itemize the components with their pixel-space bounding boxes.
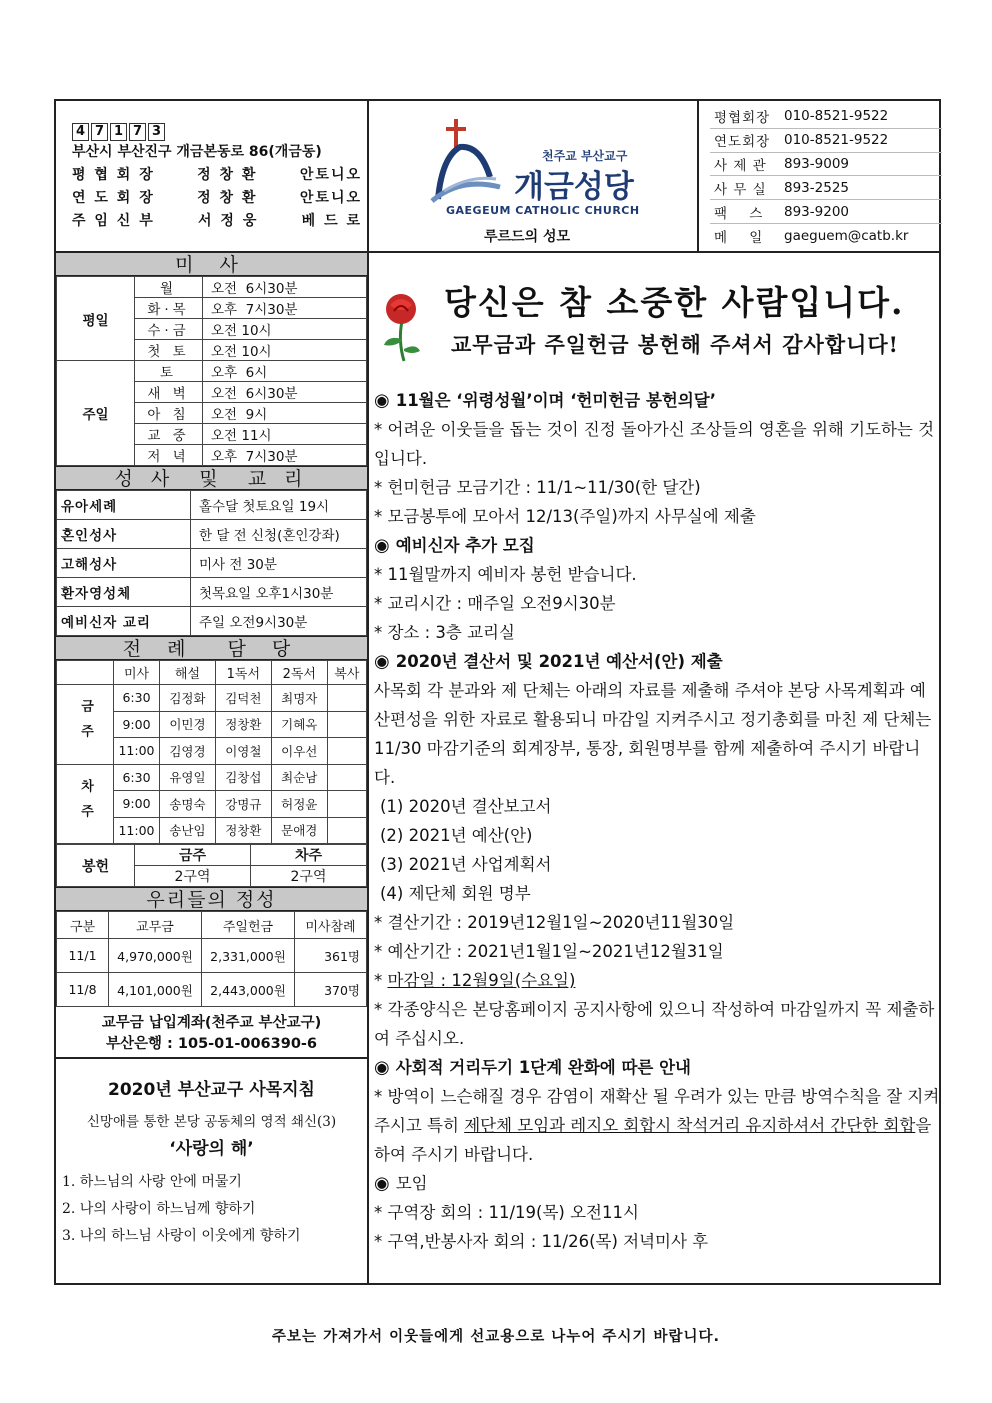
cell: 4,970,000원	[109, 939, 202, 973]
notice-line: * 구역장 회의 : 11/19(목) 오전11시	[374, 1203, 639, 1222]
mass-time: 오후 6시	[203, 361, 367, 382]
cell: 이민경	[160, 711, 216, 738]
notice-bullet: *	[374, 971, 388, 990]
zip-digit: 7	[129, 123, 146, 141]
mass-section-title: 미 사	[56, 252, 367, 276]
mass-time: 오전 6시30분	[203, 382, 367, 403]
rose-icon	[376, 291, 426, 363]
mass-day: 월	[135, 277, 203, 298]
notice-paragraph	[374, 1082, 940, 1169]
notice-line	[374, 966, 940, 995]
cell	[327, 791, 366, 818]
contact-value: 893-9200	[784, 203, 849, 220]
mass-time: 오후 7시30분	[203, 445, 367, 466]
notice-title: 당신은 참 소중한 사람입니다.	[444, 283, 905, 322]
cell	[327, 817, 366, 844]
notice-text: 을 하여 주시기 바랍니다.	[374, 1116, 932, 1164]
contact-row	[710, 224, 942, 248]
role-title: 평 협 회 장	[72, 167, 155, 183]
sacrament-time: 한 달 전 신청(혼인강좌)	[191, 520, 367, 549]
cell: 송명숙	[160, 791, 216, 818]
table-row	[57, 973, 367, 1007]
notice-subtitle: 교무금과 주일헌금 봉헌해 주셔서 감사합니다!	[451, 332, 899, 357]
notice-line: * 11월말까지 예비자 봉헌 받습니다.	[374, 565, 637, 584]
cell: 정창환	[215, 711, 271, 738]
zip-digit: 7	[91, 123, 108, 141]
contact-row	[710, 200, 942, 224]
sacrament-table	[56, 490, 367, 636]
notice-line: * 장소 : 3층 교리실	[374, 623, 515, 642]
left-column	[56, 252, 367, 1250]
table-row	[57, 764, 367, 791]
cell: 2,331,000원	[202, 939, 295, 973]
bullet-icon: ◉	[374, 390, 390, 411]
address: 부산시 부산진구 개금본동로 86(개금동)	[72, 144, 322, 160]
sacrament-name: 고해성사	[57, 549, 191, 578]
section-heading-text: 2020년 결산서 및 2021년 예산서(안) 제출	[395, 652, 723, 671]
notice-line: * 헌미헌금 모금기간 : 11/1~11/30(한 달간)	[374, 478, 701, 497]
mass-day: 첫 토	[135, 340, 203, 361]
notice-list-item: (1) 2020년 결산보고서	[380, 797, 552, 816]
cell: 361명	[295, 939, 367, 973]
cell: 문애경	[271, 817, 327, 844]
cell	[327, 738, 366, 765]
table-header-row	[57, 661, 367, 685]
liturgy-table	[56, 660, 367, 844]
mass-time: 오전 6시30분	[203, 277, 367, 298]
role-baptism: 안토니오	[299, 190, 362, 206]
church-logo	[430, 113, 690, 223]
role-name: 정 창 환	[197, 190, 258, 206]
header-vline-right	[697, 101, 699, 251]
table-row	[57, 549, 367, 578]
table-header: 미사	[114, 661, 160, 685]
table-row	[57, 685, 367, 712]
footer-note: 주보는 가져가서 이웃들에게 선교용으로 나누어 주시기 바랍니다.	[272, 1329, 720, 1345]
notice-line: * 교리시간 : 매주일 오전9시30분	[374, 594, 616, 613]
zip-digit: 3	[148, 123, 165, 141]
role-title: 주 임 신 부	[72, 213, 155, 229]
cell: 차주	[251, 845, 367, 866]
table-header: 2독서	[271, 661, 327, 685]
contact-row	[710, 153, 942, 177]
account-number: 부산은행 : 105-01-006390-6	[56, 1032, 367, 1059]
section-heading-text: 모임	[395, 1174, 428, 1193]
notice-line: * 결산기간 : 2019년12월1일~2020년11월30일	[374, 913, 735, 932]
zip-digit: 1	[110, 123, 127, 141]
table-row	[57, 578, 367, 607]
sacrament-section-title: 성 사 및 교 리	[56, 466, 367, 490]
bullet-icon: ◉	[374, 1173, 390, 1194]
role-baptism: 안토니오	[299, 167, 362, 183]
cell: 이영철	[215, 738, 271, 765]
sacrament-name: 예비신자 교리	[57, 607, 191, 636]
contact-label: 사 무 실	[714, 181, 767, 198]
weekday-label: 평일	[57, 277, 135, 361]
account-title: 교무금 납입계좌(천주교 부산교구)	[101, 1015, 322, 1031]
section-heading	[374, 531, 940, 560]
section-heading	[374, 647, 940, 676]
table-header: 미사참례	[295, 912, 367, 939]
contact-value: 010-8521-9522	[784, 132, 889, 149]
role-name: 서 정 웅	[198, 213, 259, 229]
contact-value: 893-2525	[784, 179, 849, 196]
cell: 11:00	[114, 738, 160, 765]
table-row	[57, 607, 367, 636]
table-row	[57, 361, 367, 382]
sacrament-time: 미사 전 30분	[191, 549, 367, 578]
table-header: 구분	[57, 912, 109, 939]
guideline-item: 2. 나의 사랑이 하느님께 향하기	[62, 1201, 256, 1217]
sacrament-name: 환자영성체	[57, 578, 191, 607]
notice-line: * 각종양식은 본당홈페이지 공지사항에 있으니 작성하여 마감일까지 꼭 제출하여 주십시오.	[374, 1000, 935, 1048]
contact-row	[710, 105, 942, 129]
sunday-label: 주일	[57, 361, 135, 466]
mass-table	[56, 276, 367, 466]
offering-duty-table	[56, 844, 367, 887]
offerings-table	[56, 911, 367, 1007]
mass-time: 오전 10시	[203, 319, 367, 340]
role-row	[72, 210, 362, 233]
section-heading-text: 사회적 거리두기 1단계 완화에 따른 안내	[395, 1058, 691, 1077]
bulletin-frame	[54, 99, 941, 1285]
cell: 4,101,000원	[109, 973, 202, 1007]
notice-text: * 방역이 느슨해질 경우 감염이 재확산 될 우려가 있는 만큼 방역수칙을 잘 지켜주시고 특히	[374, 1087, 940, 1135]
guideline-item: 3. 나의 하느님 사랑이 이웃에게 향하기	[62, 1228, 301, 1244]
table-header: 교무금	[109, 912, 202, 939]
cell: 기혜옥	[271, 711, 327, 738]
mass-day: 토	[135, 361, 203, 382]
contact-label: 평협회장	[714, 110, 771, 127]
cell: 6:30	[114, 764, 160, 791]
contact-value: 010-8521-9522	[784, 108, 889, 125]
liturgy-section-title: 전 례 담 당	[56, 636, 367, 660]
notice-paragraph: 사목회 각 분과와 제 단체는 아래의 자료를 제출해 주셔야 본당 사목계획과 예산편성을 위한 자료로 활용되니 마감일 지켜주시고 정기총회를 마친 제 단체는 11/30 마감기준의 회계장부, 통장, 회원명부를 함께 제출하여 주시기 바랍니다.	[374, 681, 932, 787]
table-row	[57, 491, 367, 520]
sacrament-time: 홀수달 첫토요일 19시	[191, 491, 367, 520]
table-header-row	[57, 912, 367, 939]
mass-time: 오전 9시	[203, 403, 367, 424]
role-title: 연 도 회 장	[72, 190, 155, 206]
cell: 11/1	[57, 939, 109, 973]
table-row	[57, 277, 367, 298]
logo-diocese: 천주교 부산교구	[542, 149, 628, 163]
guideline-theme: ‘사랑의 해’	[169, 1139, 254, 1159]
mass-day: 교 중	[135, 424, 203, 445]
table-row	[57, 845, 367, 866]
guideline-title: 2020년 부산교구 사목지침	[108, 1080, 315, 1100]
guideline-item: 1. 하느님의 사랑 안에 머물기	[62, 1174, 242, 1190]
table-header: 복사	[327, 661, 366, 685]
logo-name: 개금성당	[514, 169, 634, 205]
contact-label: 메 일	[714, 229, 764, 246]
cell: 2구역	[135, 866, 251, 887]
notice-emphasis: 제단체 모임과 레지오 회합시 착석거리 유지하셔서 간단한 회합	[464, 1116, 916, 1135]
notice-list-item: (3) 2021년 사업계획서	[380, 855, 552, 874]
zip-code	[72, 123, 362, 141]
notice-line: * 모금봉투에 모아서 12/13(주일)까지 사무실에 제출	[374, 507, 756, 526]
notice-line: * 어려운 이웃들을 돕는 것이 진정 돌아가신 조상들의 영혼을 위해 기도하는 것입니다.	[374, 420, 935, 468]
contact-row	[710, 129, 942, 153]
contact-label: 팩 스	[714, 205, 764, 222]
notice-line: * 구역,반봉사자 회의 : 11/26(목) 저녁미사 후	[374, 1232, 709, 1251]
guideline-box	[56, 1059, 367, 1250]
role-name: 정 창 환	[197, 167, 258, 183]
cell: 11/8	[57, 973, 109, 1007]
cell: 2구역	[251, 866, 367, 887]
guideline-subtitle: 신망애를 통한 본당 공동체의 영적 쇄신(3)	[86, 1114, 337, 1130]
cell: 송난임	[160, 817, 216, 844]
sacrament-time: 첫목요일 오후1시30분	[191, 578, 367, 607]
cell: 김창섭	[215, 764, 271, 791]
logo-english: GAEGEUM CATHOLIC CHURCH	[446, 204, 640, 217]
mass-time: 오후 7시30분	[203, 298, 367, 319]
address-block	[72, 123, 362, 233]
mass-day: 새 벽	[135, 382, 203, 403]
mass-time: 오전 11시	[203, 424, 367, 445]
contact-label: 사 제 관	[714, 157, 767, 174]
cell: 유영일	[160, 764, 216, 791]
cell: 김영경	[160, 738, 216, 765]
notice-list-item: (2) 2021년 예산(안)	[380, 826, 533, 845]
role-baptism: 베 드 로	[301, 213, 362, 229]
cell	[327, 764, 366, 791]
bullet-icon: ◉	[374, 651, 390, 672]
church-logo-icon	[430, 117, 502, 207]
offerings-section-title: 우리들의 정성	[56, 887, 367, 911]
section-heading-text: 11월은 ‘위령성월’이며 ‘헌미헌금 봉헌의달’	[395, 391, 717, 410]
section-heading	[374, 1169, 940, 1198]
cell: 9:00	[114, 791, 160, 818]
section-heading	[374, 1053, 940, 1082]
sacrament-name: 혼인성사	[57, 520, 191, 549]
cell: 11:00	[114, 817, 160, 844]
table-row	[57, 939, 367, 973]
table-row	[57, 520, 367, 549]
contact-list	[710, 105, 942, 248]
cell: 이우선	[271, 738, 327, 765]
role-row	[72, 187, 362, 210]
cell: 금주	[135, 845, 251, 866]
cell: 김덕천	[215, 685, 271, 712]
mass-day: 수·금	[135, 319, 203, 340]
role-row	[72, 164, 362, 187]
zip-digit: 4	[72, 123, 89, 141]
section-heading	[374, 386, 940, 415]
contact-label: 연도회장	[714, 134, 771, 151]
notice-body	[374, 386, 940, 1256]
week-label: 차주	[57, 764, 114, 844]
cell	[327, 711, 366, 738]
cell	[327, 685, 366, 712]
notice-list-item: (4) 제단체 회원 명부	[380, 884, 531, 903]
cell: 강명규	[215, 791, 271, 818]
cell: 9:00	[114, 711, 160, 738]
cell: 2,443,000원	[202, 973, 295, 1007]
deadline-text: 마감일 : 12월9일(수요일)	[387, 971, 576, 990]
mass-day: 화·목	[135, 298, 203, 319]
contact-value: 893-9009	[784, 155, 849, 172]
cell: 370명	[295, 973, 367, 1007]
cell: 최명자	[271, 685, 327, 712]
cell: 정창환	[215, 817, 271, 844]
cell: 6:30	[114, 685, 160, 712]
table-header: 주일헌금	[202, 912, 295, 939]
mass-day: 아 침	[135, 403, 203, 424]
cell: 김정화	[160, 685, 216, 712]
section-heading-text: 예비신자 추가 모집	[395, 536, 535, 555]
bullet-icon: ◉	[374, 1057, 390, 1078]
feast-name: 루르드의 성모	[484, 229, 571, 245]
table-header	[57, 661, 114, 685]
notice-line: * 예산기간 : 2021년1월1일~2021년12월31일	[374, 942, 724, 961]
header-vline-left	[367, 101, 369, 1285]
mass-time: 오전 10시	[203, 340, 367, 361]
contact-row	[710, 176, 942, 200]
sacrament-name: 유아세례	[57, 491, 191, 520]
table-header: 1독서	[215, 661, 271, 685]
cell: 허정윤	[271, 791, 327, 818]
week-label: 금주	[57, 685, 114, 765]
cell: 최순남	[271, 764, 327, 791]
sacrament-time: 주일 오전9시30분	[191, 607, 367, 636]
mass-day: 저 녁	[135, 445, 203, 466]
table-header: 해설	[160, 661, 216, 685]
bullet-icon: ◉	[374, 535, 390, 556]
contact-value: gaeguem@catb.kr	[784, 227, 909, 244]
offering-duty-label: 봉헌	[57, 845, 135, 887]
